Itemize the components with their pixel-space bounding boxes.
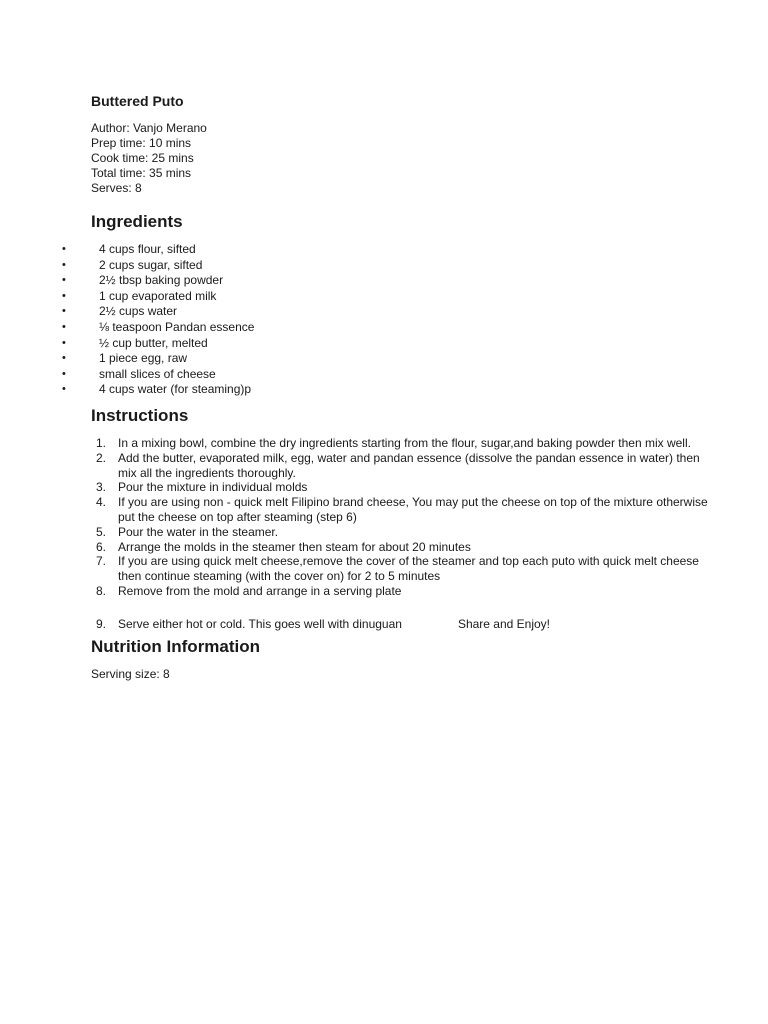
ingredients-heading: Ingredients (91, 212, 183, 231)
ingredient-item (62, 335, 711, 352)
step-text: If you are using non - quick melt Filipino brand cheese, You may put the cheese on top of the mixture otherwise put the cheese on top after steaming (step 6) (118, 495, 708, 524)
ingredient-text: small slices of cheese (99, 366, 216, 381)
ingredient-item (62, 382, 711, 398)
step-number: 9. (96, 616, 107, 631)
ingredient-text: 1 piece egg, raw (99, 351, 188, 366)
step-text: If you are using quick melt cheese,remove the cover of the steamer and top each puto with quick melt cheese then continue steaming (with the cover on) for 2 to 5 minutes (118, 554, 699, 584)
instruction-step (91, 584, 711, 599)
ingredient-item (62, 242, 711, 258)
step-number: 2. (96, 450, 107, 465)
instructions-heading: Instructions (91, 405, 189, 425)
ingredient-text: 1 cup evaporated milk (99, 288, 217, 303)
meta-prep-time: Prep time: 10 mins (91, 136, 192, 150)
step-number: 7. (96, 554, 107, 569)
step-text: Arrange the molds in the steamer then steam for about 20 minutes (118, 539, 471, 554)
step-number: 4. (96, 495, 107, 510)
step-text: Serve either hot or cold. This goes well with dinuguan (118, 616, 402, 631)
instruction-step (91, 617, 711, 632)
bullet-icon: • (62, 367, 66, 380)
step-text: Pour the mixture in individual molds (118, 480, 308, 495)
recipe-title: Buttered Puto (91, 93, 184, 109)
instruction-step (91, 554, 711, 584)
nutrition-heading: Nutrition Information (91, 636, 261, 656)
ingredient-item (62, 319, 711, 336)
ingredient-text: 4 cups water (for steaming)p (99, 382, 252, 397)
ingredient-text: ⅛ teaspoon Pandan essence (99, 319, 255, 334)
step-number: 1. (96, 435, 107, 450)
step-number: 8. (96, 583, 107, 598)
step-number: 6. (96, 539, 107, 554)
meta-total-time: Total time: 35 mins (91, 166, 192, 180)
bullet-icon: • (62, 274, 66, 287)
instruction-step (91, 540, 711, 555)
ingredient-item (62, 273, 711, 289)
instruction-step (91, 451, 711, 481)
share-and-enjoy-text: Share and Enjoy! (457, 616, 551, 631)
instruction-step (91, 525, 711, 540)
bullet-icon: • (62, 352, 66, 365)
ingredient-item (62, 257, 711, 274)
bullet-icon: • (62, 258, 66, 271)
ingredient-text: 2 cups sugar, sifted (99, 257, 203, 272)
meta-serves: Serves: 8 (91, 181, 142, 195)
bullet-icon: • (62, 383, 66, 396)
ingredient-item (62, 366, 711, 383)
recipe-meta (91, 121, 711, 196)
bullet-icon: • (62, 305, 66, 318)
step-text: Pour the water in the steamer. (118, 524, 279, 539)
step-text: Add the butter, evaporated milk, egg, water and pandan essence (dissolve the pandan essence in water) then mix all the ingredients thoroughly. (118, 450, 700, 480)
bullet-icon: • (62, 289, 66, 302)
instruction-step (91, 495, 711, 525)
ingredient-text: 4 cups flour, sifted (99, 242, 196, 256)
instructions-list (91, 436, 711, 632)
bullet-icon: • (62, 320, 66, 333)
serving-size: Serving size: 8 (91, 666, 170, 681)
ingredient-item (62, 304, 711, 320)
bullet-icon: • (62, 243, 66, 255)
ingredient-text: 2½ tbsp baking powder (99, 273, 224, 288)
step-text: Remove from the mold and arrange in a serving plate (118, 583, 402, 598)
meta-author: Author: Vanjo Merano (91, 121, 207, 135)
step-number: 3. (96, 480, 107, 495)
ingredient-text: 2½ cups water (99, 304, 178, 319)
ingredient-item (62, 351, 711, 367)
step-number: 5. (96, 524, 107, 539)
ingredient-text: ½ cup butter, melted (99, 335, 208, 350)
meta-cook-time: Cook time: 25 mins (91, 151, 194, 165)
instruction-step (91, 480, 711, 495)
recipe-document (62, 92, 711, 682)
step-text: In a mixing bowl, combine the dry ingredients starting from the flour, sugar,and baking powder then mix well. (118, 435, 691, 450)
ingredient-item (62, 288, 711, 305)
ingredients-list (62, 242, 711, 398)
bullet-icon: • (62, 336, 66, 349)
instruction-step (91, 436, 711, 451)
